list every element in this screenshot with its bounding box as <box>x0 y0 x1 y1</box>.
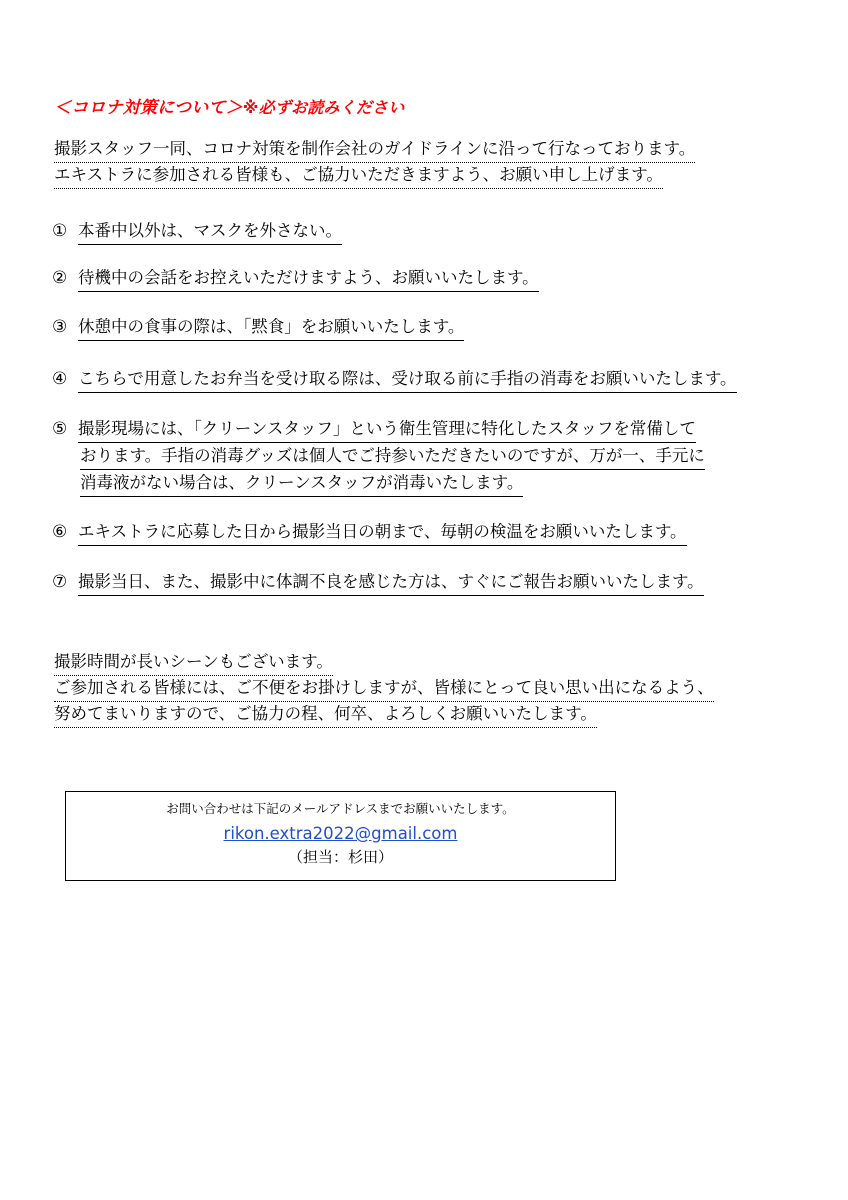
closing-line: ご参加される皆様には、ご不便をお掛けしますが、皆様にとって良い思い出になるよう、 <box>54 676 714 702</box>
closing-line: 努めてまいりますので、ご協力の程、何卒、よろしくお願いいたします。 <box>54 702 714 728</box>
rule-text: 待機中の会話をお控えいただけますよう、お願いいたします。 <box>78 265 539 292</box>
rule-number: ② <box>52 268 68 288</box>
rule-text: 撮影当日、また、撮影中に体調不良を感じた方は、すぐにご報告お願いいたします。 <box>78 569 704 596</box>
rule-item <box>52 265 539 292</box>
rule-number: ③ <box>52 317 68 337</box>
rule-text: 休憩中の食事の際は、「黙食」をお願いいたします。 <box>78 314 464 341</box>
contact-person: （担当：杉田） <box>287 848 393 866</box>
rule-item <box>52 366 737 393</box>
rule-item <box>52 569 704 596</box>
rule-item <box>52 416 705 497</box>
intro-line: 撮影スタッフ一同、コロナ対策を制作会社のガイドラインに沿って行なっております。 <box>54 137 695 163</box>
heading-title: ＜コロナ対策について＞ <box>54 98 243 118</box>
rule-item <box>52 314 464 341</box>
rule-number: ④ <box>52 369 68 389</box>
closing-line: 撮影時間が長いシーンもございます。 <box>54 650 714 676</box>
page-heading <box>54 93 404 118</box>
rule-text: 撮影現場には、「クリーンスタッフ」という衛生管理に特化したスタッフを常備して <box>78 416 696 443</box>
heading-note: ※必ずお読みください <box>242 98 405 117</box>
closing-text <box>54 650 714 728</box>
intro-line: エキストラに参加される皆様も、ご協力いただきますよう、お願い申し上げます。 <box>54 163 695 189</box>
contact-email-link[interactable]: rikon.extra2022@gmail.com <box>223 824 458 843</box>
contact-label: お問い合わせは下記のメールアドレスまでお願いいたします。 <box>166 801 515 816</box>
rule-number: ① <box>52 221 68 241</box>
rule-item <box>52 519 687 546</box>
contact-box <box>65 791 616 881</box>
rule-text: 消毒液がない場合は、クリーンスタッフが消毒いたします。 <box>80 470 523 497</box>
rule-text: こちらで用意したお弁当を受け取る際は、受け取る前に手指の消毒をお願いいたします。 <box>78 366 737 393</box>
rule-number: ⑤ <box>52 419 68 439</box>
rule-text: 本番中以外は、マスクを外さない。 <box>78 218 342 245</box>
rule-text: おります。手指の消毒グッズは個人でご持参いただきたいのですが、万が一、手元に <box>80 443 705 470</box>
rule-item <box>52 218 342 245</box>
rule-number: ⑥ <box>52 522 68 542</box>
rule-text: エキストラに応募した日から撮影当日の朝まで、毎朝の検温をお願いいたします。 <box>78 519 687 546</box>
rule-number: ⑦ <box>52 572 68 592</box>
intro-text <box>54 137 695 189</box>
